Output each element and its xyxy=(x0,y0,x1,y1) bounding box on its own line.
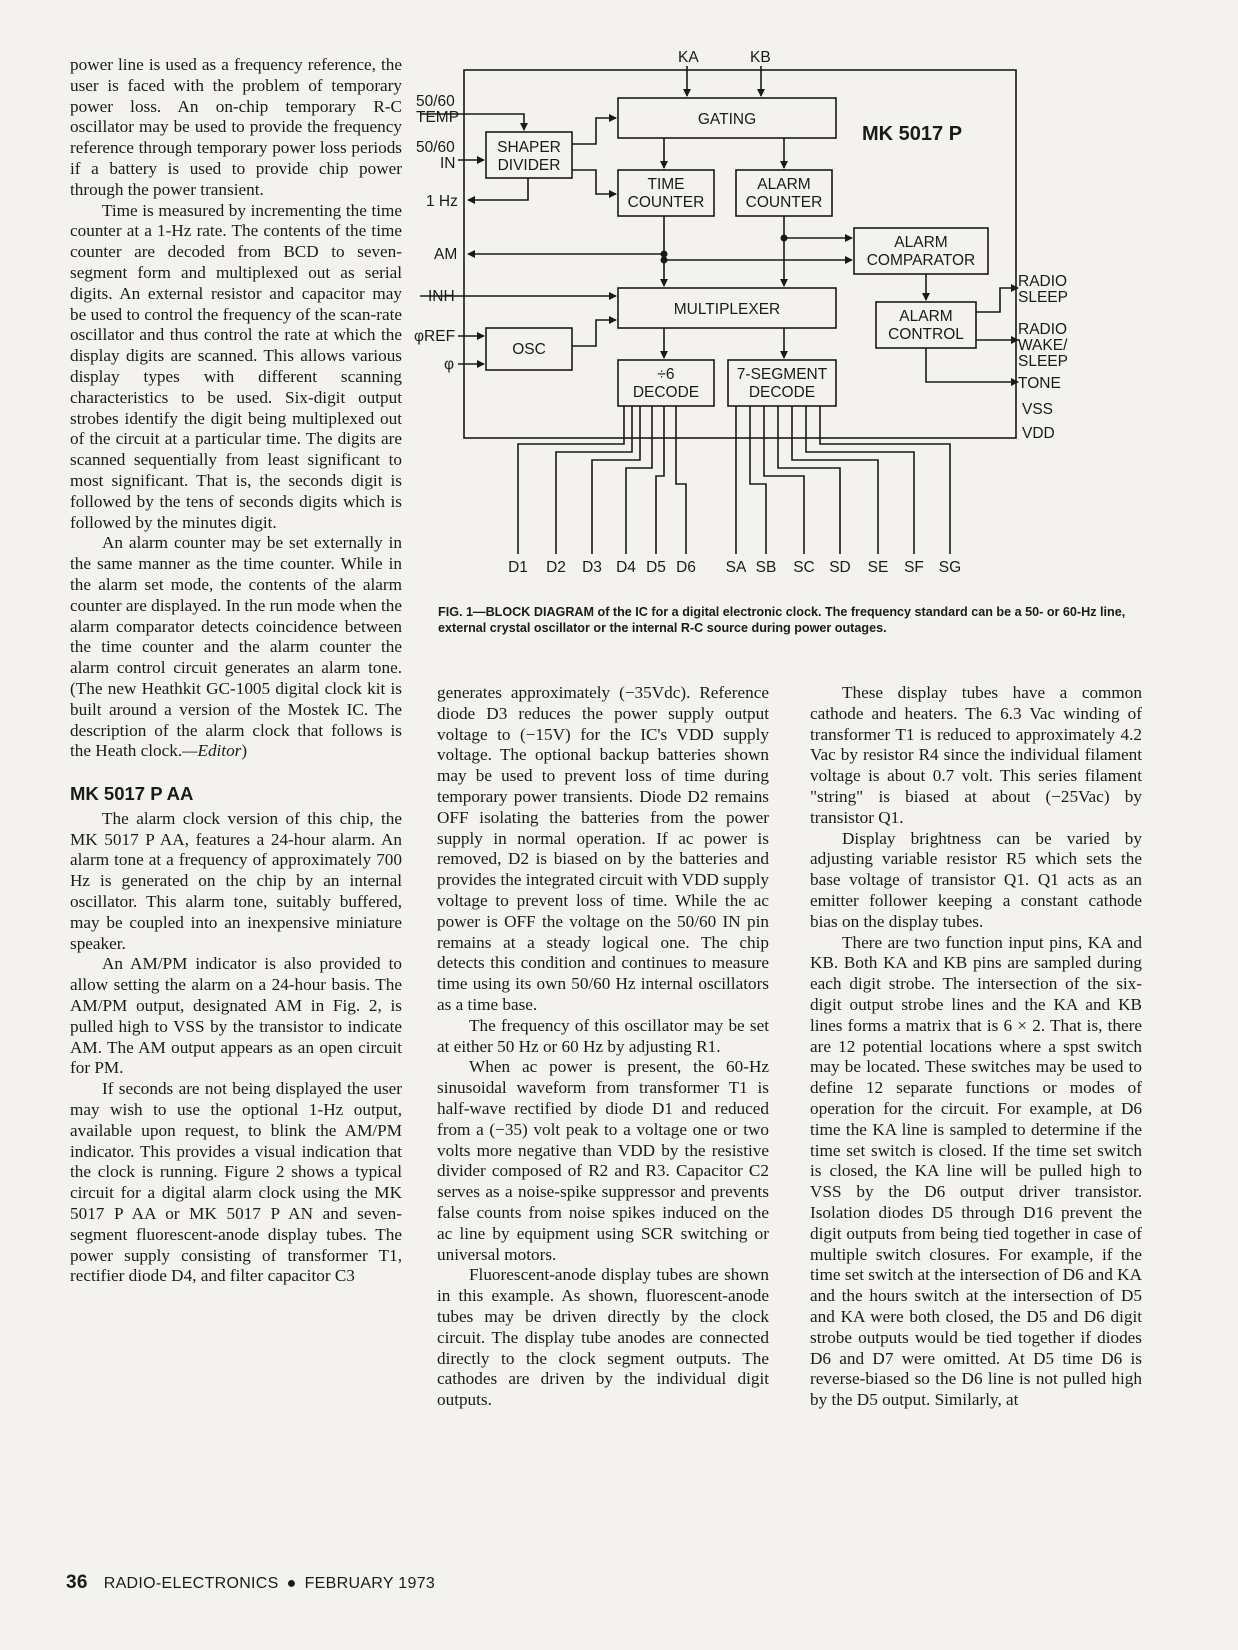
pin-label: D3 xyxy=(582,559,602,576)
paragraph: Fluorescent-anode display tubes are shown in this example. As shown, fluorescent-anode tubes may be driven directly by the clock circuit. The display tube anodes are connected directly to the clock segment outputs. The cathodes are driven by the individual digit outputs. xyxy=(437,1265,769,1410)
vdd-label: VDD xyxy=(1022,425,1055,442)
alarm-comparator-label: COMPARATOR xyxy=(866,252,976,269)
am-output-label: AM xyxy=(434,246,458,263)
alarm-control-label: ALARM xyxy=(899,308,953,325)
gating-label: GATING xyxy=(697,111,757,128)
paragraph: Time is measured by incrementing the time counter at a 1-Hz rate. The contents of the time counter are decoded from BCD to seven-segment form and multiplexed out as serial digits. An external resistor and capacitor may be used to control the frequency of the scan-rate oscillator and thus control the rate at which the display digits are scanned. This allows various display types with different scanning characteristics to be used. Six-digit output strobes identify the digit being multiplexed out of the circuit at a particular time. The digits are scanned sequentially from least significant to most significant. That is, the seconds digit is followed by the tens of seconds digits which is followed by the minutes digit. xyxy=(70,200,402,532)
block-diagram xyxy=(414,48,1100,600)
radio-sleep-label: SLEEP xyxy=(1018,289,1068,306)
pin-label: D6 xyxy=(676,559,696,576)
radio-wake-label: WAKE/ xyxy=(1018,337,1068,354)
kb-input-label: KB xyxy=(750,49,771,66)
ka-input-label: KA xyxy=(678,49,699,66)
multiplexer-label: MULTIPLEXER xyxy=(673,301,781,318)
pin-label: SE xyxy=(867,559,889,576)
alarm-counter-label: COUNTER xyxy=(745,194,823,211)
bullet-icon: ● xyxy=(286,1575,297,1592)
paragraph-end: ) xyxy=(241,741,248,761)
temp-input-label: TEMP xyxy=(416,109,460,126)
divider-label: DIVIDER xyxy=(497,157,561,174)
caption-text: of the IC for a digital electronic clock. The frequency standard can be a 50- or 60-Hz line, external crystal oscillator or the internal R-C source during power outages. xyxy=(438,605,1126,635)
pin-label: SF xyxy=(904,559,924,576)
figure-caption xyxy=(438,604,1138,636)
pin-label: D2 xyxy=(546,559,566,576)
phiref-input-label: φREF xyxy=(414,328,456,345)
alarm-counter-label: ALARM xyxy=(757,176,811,193)
issue-date: FEBRUARY 1973 xyxy=(304,1575,436,1592)
time-counter-label: TIME xyxy=(647,176,685,193)
pin-label: D1 xyxy=(508,559,528,576)
paragraph xyxy=(70,533,402,762)
vss-label: VSS xyxy=(1022,401,1054,418)
paragraph: These display tubes have a common cathode and heaters. The 6.3 Vac winding of transformer T1 is reduced to approximately 4.2 Vac by resistor R4 since the individual filament voltage is about 0.7 volt. This series filament "string" is biased at about (−25Vac) by transistor Q1. xyxy=(810,683,1142,827)
chip-name: MK 5017 P xyxy=(862,123,963,145)
radio-sleep-label: RADIO xyxy=(1018,273,1068,290)
pin-label: SG xyxy=(938,559,962,576)
radio-wake-label: RADIO xyxy=(1018,321,1068,338)
inh-input-label: INH xyxy=(428,288,455,305)
shaper-label: SHAPER xyxy=(497,139,561,156)
pin-labels xyxy=(508,559,961,576)
decode6-label: ÷6 xyxy=(657,366,675,383)
seg-decode-label: DECODE xyxy=(748,384,816,401)
page-footer xyxy=(66,1572,435,1594)
in-input-label: 50/60 xyxy=(416,139,455,156)
pin-label: SD xyxy=(829,559,851,576)
in-input-label: IN xyxy=(440,155,456,172)
pin-label: D4 xyxy=(616,559,636,576)
paragraph: The alarm clock version of this chip, the MK 5017 P AA, features a 24-hour alarm. An alarm tone at a frequency of approximately 700 Hz is generated on the chip by an internal oscillator. This alarm tone, suitably buffered, may be coupled into an inexpensive miniature speaker. xyxy=(70,808,402,953)
decode6-label: DECODE xyxy=(632,384,700,401)
paragraph: When ac power is present, the 60-Hz sinusoidal waveform from transformer T1 is half-wave rectified by diode D1 and reduced from a (−35) volt peak to a voltage one or two volts more negative than VDD by the resistive divider composed of R2 and R3. Capacitor C2 serves as a noise-spike suppressor and prevents false counts from noise spikes induced on the ac line by equipment using SCR switching or universal motors. xyxy=(437,1057,769,1264)
paragraph: If seconds are not being displayed the user may wish to use the optional 1-Hz output, available upon request, to blink the AM/PM indicator. This provides a visual indication that the clock is running. Figure 2 shows a typical circuit for a digital alarm clock using the MK 5017 P AA or MK 5017 P AN and seven-segment fluorescent-anode display tubes. The power supply consisting of transformer T1, rectifier diode D4, and filter capacitor C3 xyxy=(70,1079,402,1286)
text-column-left xyxy=(70,55,402,1287)
phi-input-label: φ xyxy=(444,356,455,373)
tone-label: TONE xyxy=(1018,375,1061,392)
pin-label: SC xyxy=(793,559,815,576)
caption-lead: FIG. 1—BLOCK DIAGRAM xyxy=(438,605,595,619)
osc-label: OSC xyxy=(512,341,546,358)
paragraph: generates approximately (−35Vdc). Reference diode D3 reduces the power supply output voltage to (−15V) for the IC's VDD supply voltage. The optional backup batteries shown may be used to prevent loss of time during temporary power transients. Diode D2 remains OFF isolating the batteries from the power supply in normal operation. If ac power is removed, D2 is biased on by the batteries and provides the integrated circuit with VDD supply voltage to prevent loss of time. While the ac power is OFF the voltage on the 50/60 IN pin remains at a steady logical one. The chip detects this condition and continues to measure time using its own 50/60 Hz internal oscillators as a time base. xyxy=(437,683,769,1014)
text-column-right xyxy=(810,683,1142,1411)
paragraph: The frequency of this oscillator may be set at either 50 Hz or 60 Hz by adjusting R1. xyxy=(437,1015,769,1056)
magazine-name: RADIO-ELECTRONICS xyxy=(103,1575,279,1592)
alarm-comparator-label: ALARM xyxy=(894,234,948,251)
temp-input-label: 50/60 xyxy=(416,93,455,110)
time-counter-label: COUNTER xyxy=(627,194,705,211)
page-number: 36 xyxy=(66,1572,88,1593)
seg-decode-label: 7-SEGMENT xyxy=(736,366,828,383)
editor-note: —Editor xyxy=(182,741,242,761)
paragraph: An AM/PM indicator is also provided to allow setting the alarm on a 24-hour basis. The AM/PM output, designated AM in Fig. 2, is pulled high to VSS by the transistor to indicate AM. The AM output appears as an open circuit for PM. xyxy=(70,954,402,1078)
1hz-output-label: 1 Hz xyxy=(426,193,458,210)
radio-wake-label: SLEEP xyxy=(1018,353,1068,370)
section-heading: MK 5017 P AA xyxy=(70,783,194,805)
paragraph: Display brightness can be varied by adjusting variable resistor R5 which sets the base voltage of transistor Q1. Q1 acts as an emitter follower keeping a constant cathode bias on the display tubes. xyxy=(810,828,1142,931)
pin-label: SB xyxy=(755,559,777,576)
pin-label: D5 xyxy=(646,559,666,576)
paragraph-text: An alarm counter may be set externally in the same manner as the time counter. While in the alarm set mode, the contents of the alarm counter are displayed. In the run mode when the alarm comparator detects coincidence between the time counter and the alarm counter the alarm control circuit generates an alarm tone. (The new Heathkit GC-1005 digital clock kit is built around a version of the Mostek IC. The description of the alarm clock that follows is the Heath clock. xyxy=(70,533,402,761)
paragraph: There are two function input pins, KA and KB. Both KA and KB pins are sampled during each digit strobe. The intersection of the six-digit output strobe lines and the KA and KB lines forms a matrix that is 6 × 2. That is, there are 12 potential locations where a spst switch may be located. These switches may be used to define 12 separate functions or modes of operation for the circuit. For example, at D6 time the KA line is sampled to determine if the time set switch is closed. If the time set switch is closed, the KA line will be pulled high to VSS by the D6 output driver transistor. Isolation diodes D5 through D16 prevent the digit outputs from being tied together in case of multiple switch closures. For example, if the time set switch at the intersection of D6 and KA and the hours switch at the intersection of D5 and KA were both closed, the D5 and D6 digit strobe outputs would be tied together if diodes D6 and D7 were omitted. At D5 time D6 is reverse-biased so the D6 line is not pulled high by the D5 output. Similarly, at xyxy=(810,932,1142,1410)
alarm-control-label: CONTROL xyxy=(888,326,964,343)
text-column-middle xyxy=(437,683,769,1411)
paragraph: power line is used as a frequency reference, the user is faced with the problem of temporary power loss. An on-chip temporary R-C oscillator may be used to provide the frequency reference through temporary power loss periods if a battery is used to provide chip power through the power transient. xyxy=(70,55,402,199)
pin-label: SA xyxy=(725,559,747,576)
